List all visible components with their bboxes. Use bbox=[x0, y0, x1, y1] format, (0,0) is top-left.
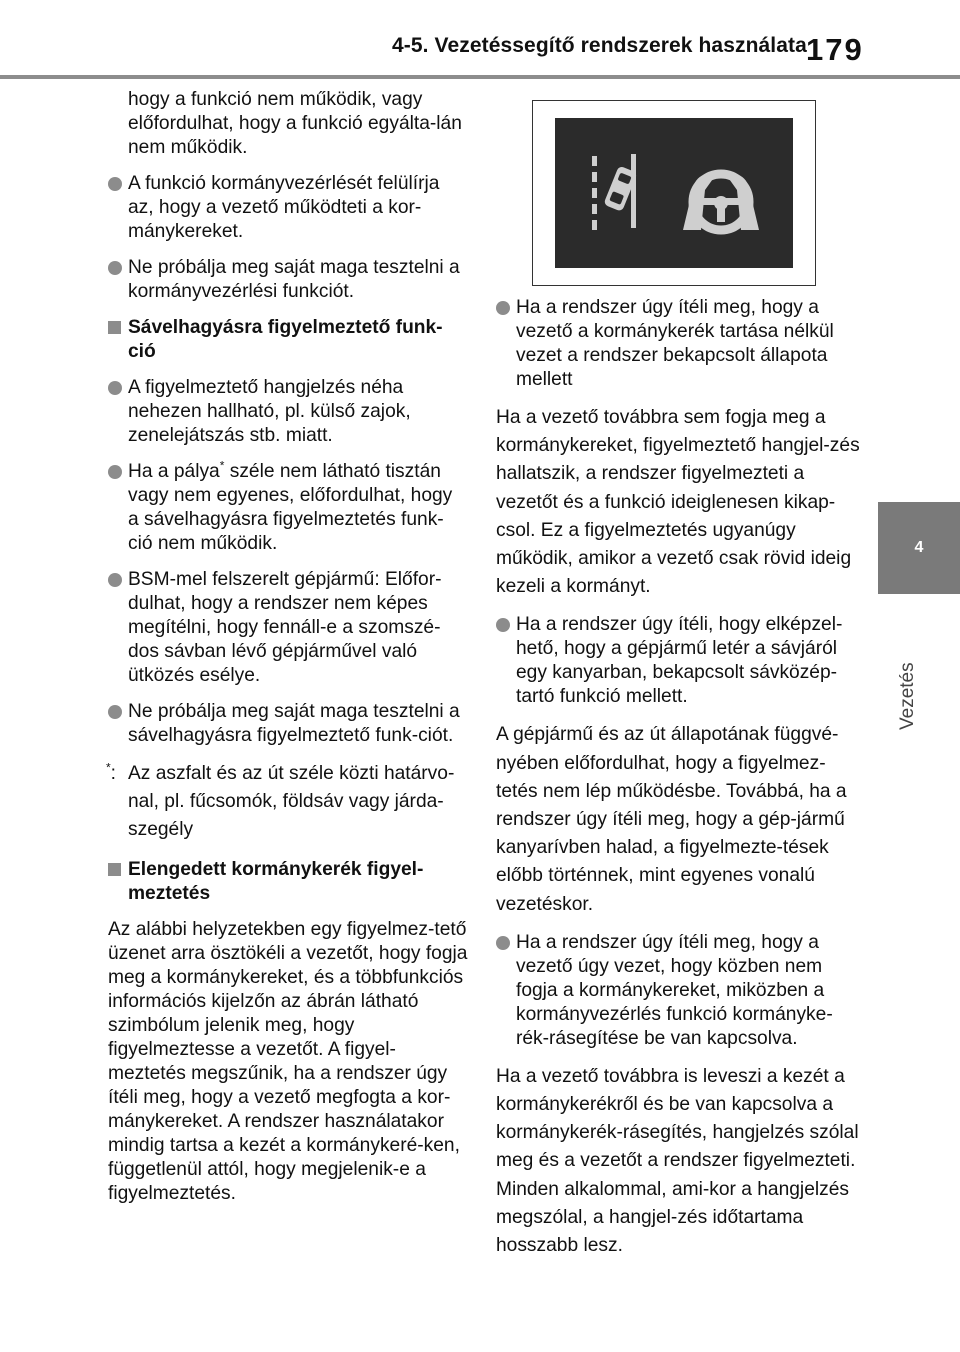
bullet-icon bbox=[496, 618, 510, 632]
list-item: Ne próbálja meg saját maga tesztelni a sávelhagyásra figyelmeztető funk-ciót. bbox=[108, 700, 468, 748]
list-item: A figyelmeztető hangjelzés néha nehezen hallható, pl. külső zajok, zenelejátszás stb. miatt. bbox=[108, 376, 468, 448]
right-column bbox=[496, 296, 860, 1272]
continued-text: hogy a funkció nem működik, vagy előfordulhat, hogy a funkció egyálta-lán nem működik. bbox=[128, 89, 462, 158]
bullet-icon bbox=[496, 936, 510, 950]
body-paragraph: A gépjármű és az út állapotának függvé-nyében előfordulhat, hogy a figyelmez-tetés nem lép működésbe. Továbbá, ha a rendszer úgy ítéli meg, hogy a gép-jármű kanyarívben halad, a figyelmezte-tések előbb történnek, mint egyenes vonalú vezetéskor. bbox=[496, 724, 847, 915]
bullet-icon bbox=[108, 177, 122, 191]
square-bullet-icon bbox=[108, 321, 121, 334]
list-item: Ne próbálja meg saját maga tesztelni a kormányvezérlési funkciót. bbox=[108, 256, 468, 304]
display-illustration bbox=[532, 100, 816, 286]
multi-info-display bbox=[555, 118, 793, 268]
bullet-icon bbox=[108, 261, 122, 275]
subsection-heading: Sávelhagyásra figyelmeztető funk-ció bbox=[108, 316, 468, 364]
bullet-icon bbox=[108, 381, 122, 395]
warning-symbols bbox=[555, 118, 793, 268]
left-column bbox=[108, 88, 468, 1218]
bullet-icon bbox=[108, 573, 122, 587]
list-item: BSM-mel felszerelt gépjármű: Előfor-dulhat, hogy a rendszer nem képes megítélni, hogy fennáll-e a szomszé-dos sávban lévő gépjárművel való ütközés esélye. bbox=[108, 568, 468, 688]
bullet-icon bbox=[108, 465, 122, 479]
lane-departure-icon bbox=[592, 154, 638, 230]
square-bullet-icon bbox=[108, 863, 121, 876]
bullet-icon bbox=[496, 301, 510, 315]
hands-on-wheel-icon bbox=[683, 174, 759, 230]
list-item: Ha a rendszer úgy ítéli, hogy elképzel-hető, hogy a gépjármű letér a sávjáról egy kanyarban, bekapcsolt sávközép-tartó funkció mellett. bbox=[496, 613, 860, 709]
list-item: Ha a rendszer úgy ítéli meg, hogy a vezető a kormánykerék tartása nélkül vezet a rendszer bekapcsolt állapota mellett bbox=[496, 296, 860, 392]
chapter-label: Vezetés bbox=[897, 662, 918, 730]
page-number: 179 bbox=[806, 32, 864, 67]
chapter-tab[interactable] bbox=[878, 502, 960, 594]
footnote-marker: * bbox=[219, 458, 225, 473]
subsection-heading: Elengedett kormánykerék figyel-meztetés bbox=[108, 858, 468, 906]
list-item: A funkció kormányvezérlését felülírja az, hogy a vezető működteti a kor-mánykereket. bbox=[108, 172, 468, 244]
body-paragraph: Ha a vezető továbbra is leveszi a kezét a kormánykerékről és be van kapcsolva a kormánykerék-rásegítés, hangjelzés szólal meg és a vezetőt a rendszer figyelmezteti. Minden alkalommal, ami-kor a hangjelzés megszólal, a hangjel-zés időtartama hosszabb lesz. bbox=[496, 1065, 859, 1257]
chapter-number: 4 bbox=[914, 539, 924, 556]
section-title: 4-5. Vezetéssegítő rendszerek használata bbox=[392, 34, 807, 57]
body-paragraph: Az alábbi helyzetekben egy figyelmez-tető üzenet arra ösztökéli a vezetőt, hogy fogja meg a kormánykereket, és a többfunkciós információs kijelzőn az ábrán látható szimbólum jelenik meg, hogy figyelmeztesse a vezetőt. A figyel-meztetés megszűnik, ha a rendszer úgy ítéli meg, hogy a vezető megfogta a kor-mánykereket. A rendszer használatakor mindig tartsa a kezét a kormánykeré-ken, függetlenül attól, hogy megjelenik-e a figyelmeztetés. bbox=[108, 919, 468, 1204]
list-item: Ha a pálya* széle nem látható tisztán vagy nem egyenes, előfordulhat, hogy a sávelhagyásra figyelmeztetés funk-ció nem működik. bbox=[108, 460, 468, 556]
header-divider bbox=[0, 75, 960, 79]
list-item: Ha a rendszer úgy ítéli meg, hogy a vezető úgy vezet, hogy közben nem fogja a kormánykereket, miközben a kormányvezérlés funkció kormányke-rék-rásegítése be van kapcsolva. bbox=[496, 931, 860, 1051]
footnote: *: Az aszfalt és az út széle közti határvo-nal, pl. fűcsomók, földsáv vagy járda-szegély bbox=[106, 760, 455, 840]
bullet-icon bbox=[108, 705, 122, 719]
body-paragraph: Ha a vezető továbbra sem fogja meg a kormánykereket, figyelmeztető hangjel-zés hallatszik, a rendszer figyelmezteti a vezetőt és a funkció ideiglenesen kikap-csol. Ez a figyelmeztetés ugyanúgy működik, amikor a vezető csak rövid ideig kezeli a kormányt. bbox=[496, 407, 860, 598]
